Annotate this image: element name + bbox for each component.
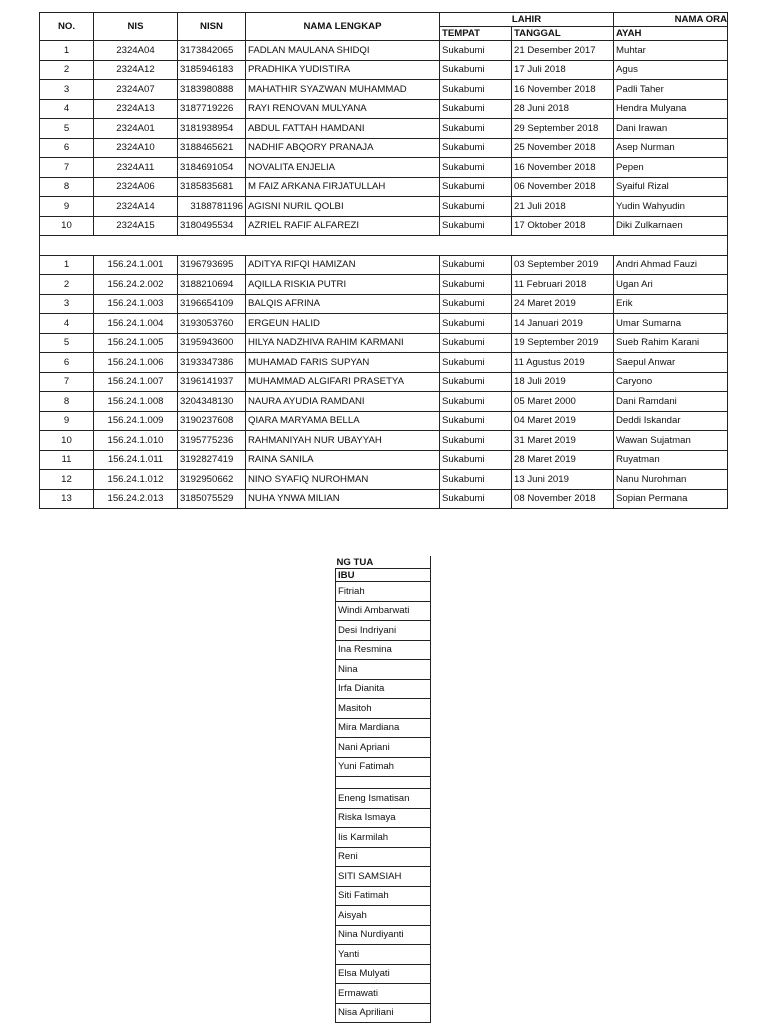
cell-nis: 2324A15: [94, 216, 178, 236]
cell-nama: M FAIZ ARKANA FIRJATULLAH: [246, 177, 440, 197]
cell-ibu: Desi Indriyani: [336, 621, 431, 641]
table-row: [40, 216, 728, 236]
cell-ayah: Sueb Rahim Karani: [614, 333, 728, 353]
table-row: [40, 314, 728, 334]
cell-nisn: 3185075529: [178, 489, 246, 509]
cell-tempat: Sukabumi: [440, 333, 512, 353]
cell-nis: 2324A06: [94, 177, 178, 197]
cell-nisn: 3192950662: [178, 470, 246, 490]
table-row: [336, 945, 431, 965]
cell-ayah: Umar Sumarna: [614, 314, 728, 334]
cell-ibu: Ermawati: [336, 984, 431, 1004]
cell-tempat: Sukabumi: [440, 99, 512, 119]
cell-nis: 156.24.1.009: [94, 411, 178, 431]
table-row: [40, 333, 728, 353]
header-nama-orang-tua-left: NAMA ORA: [614, 13, 728, 27]
cell-no: 10: [40, 431, 94, 451]
cell-no: 1: [40, 41, 94, 61]
cell-nama: HILYA NADZHIVA RAHIM KARMANI: [246, 333, 440, 353]
cell-ayah: Dani Irawan: [614, 119, 728, 139]
cell-nis: 2324A13: [94, 99, 178, 119]
header-nama-orang-tua-right: NG TUA: [336, 556, 431, 569]
table-row: [336, 847, 431, 867]
table-row: [336, 964, 431, 984]
cell-nisn: 3190237608: [178, 411, 246, 431]
cell-nisn: 3188210694: [178, 275, 246, 295]
cell-ibu: Nina: [336, 660, 431, 680]
cell-nis: 156.24.1.005: [94, 333, 178, 353]
cell-nisn: 3195943600: [178, 333, 246, 353]
header-ibu: IBU: [336, 569, 431, 582]
cell-ayah: Saepul Anwar: [614, 353, 728, 373]
table-row: [336, 906, 431, 926]
table-row: [336, 757, 431, 777]
table-row: [40, 158, 728, 178]
cell-tanggal: 18 Juli 2019: [512, 372, 614, 392]
cell-tanggal: 14 Januari 2019: [512, 314, 614, 334]
cell-no: 11: [40, 450, 94, 470]
cell-no: 1: [40, 255, 94, 275]
cell-tanggal: 24 Maret 2019: [512, 294, 614, 314]
cell-nisn: 3185946183: [178, 60, 246, 80]
table-row: [40, 255, 728, 275]
cell-no: 2: [40, 275, 94, 295]
cell-ayah: Dani Ramdani: [614, 392, 728, 412]
student-table: [39, 12, 728, 509]
cell-tempat: Sukabumi: [440, 158, 512, 178]
cell-no: 8: [40, 392, 94, 412]
cell-no: 7: [40, 372, 94, 392]
cell-ayah: Andri Ahmad Fauzi: [614, 255, 728, 275]
cell-nisn: 3193053760: [178, 314, 246, 334]
cell-ibu: Iis Karmilah: [336, 828, 431, 848]
cell-ayah: Yudin Wahyudin: [614, 197, 728, 217]
cell-ayah: Caryono: [614, 372, 728, 392]
cell-ayah: Pepen: [614, 158, 728, 178]
cell-tanggal: 25 November 2018: [512, 138, 614, 158]
cell-nis: 156.24.2.002: [94, 275, 178, 295]
cell-tanggal: 05 Maret 2000: [512, 392, 614, 412]
table-row: [40, 411, 728, 431]
cell-no: 4: [40, 99, 94, 119]
cell-nama: BALQIS AFRINA: [246, 294, 440, 314]
cell-nisn: 3204348130: [178, 392, 246, 412]
cell-nis: 156.24.1.007: [94, 372, 178, 392]
cell-nama: QIARA MARYAMA BELLA: [246, 411, 440, 431]
cell-no: 9: [40, 197, 94, 217]
cell-nis: 156.24.1.006: [94, 353, 178, 373]
cell-nisn: 3181938954: [178, 119, 246, 139]
cell-ayah: Ugan Ari: [614, 275, 728, 295]
group-separator: [336, 777, 431, 789]
cell-ayah: Padli Taher: [614, 80, 728, 100]
cell-no: 13: [40, 489, 94, 509]
cell-nisn: 3188781196: [178, 197, 246, 217]
cell-tempat: Sukabumi: [440, 314, 512, 334]
cell-ibu: Eneng Ismatisan: [336, 789, 431, 809]
cell-ibu: Nina Nurdiyanti: [336, 925, 431, 945]
cell-ibu: Masitoh: [336, 699, 431, 719]
table-row: [40, 177, 728, 197]
cell-nisn: 3183980888: [178, 80, 246, 100]
cell-nis: 2324A10: [94, 138, 178, 158]
cell-ibu: Riska Ismaya: [336, 808, 431, 828]
table-row: [336, 601, 431, 621]
cell-tanggal: 29 September 2018: [512, 119, 614, 139]
cell-ibu: Nani Apriani: [336, 738, 431, 758]
header-tempat: TEMPAT: [440, 27, 512, 41]
cell-nis: 156.24.2.013: [94, 489, 178, 509]
cell-ayah: Deddi Iskandar: [614, 411, 728, 431]
cell-ibu: Siti Fatimah: [336, 886, 431, 906]
cell-tempat: Sukabumi: [440, 411, 512, 431]
cell-ibu: SITI SAMSIAH: [336, 867, 431, 887]
cell-ibu: Irfa Dianita: [336, 679, 431, 699]
cell-nis: 156.24.1.004: [94, 314, 178, 334]
table-row: [336, 789, 431, 809]
cell-nama: RAINA SANILA: [246, 450, 440, 470]
cell-no: 5: [40, 119, 94, 139]
cell-tanggal: 31 Maret 2019: [512, 431, 614, 451]
cell-no: 10: [40, 216, 94, 236]
table-row: [40, 470, 728, 490]
cell-nama: FADLAN MAULANA SHIDQI: [246, 41, 440, 61]
cell-ayah: Syaiful Rizal: [614, 177, 728, 197]
cell-ibu: Ina Resmina: [336, 640, 431, 660]
cell-nama: AZRIEL RAFIF ALFAREZI: [246, 216, 440, 236]
cell-tanggal: 13 Juni 2019: [512, 470, 614, 490]
cell-tempat: Sukabumi: [440, 353, 512, 373]
cell-tempat: Sukabumi: [440, 216, 512, 236]
cell-tempat: Sukabumi: [440, 372, 512, 392]
cell-ayah: Diki Zulkarnaen: [614, 216, 728, 236]
table-row: [336, 828, 431, 848]
cell-nis: 156.24.1.012: [94, 470, 178, 490]
cell-nisn: 3192827419: [178, 450, 246, 470]
cell-tanggal: 17 Juli 2018: [512, 60, 614, 80]
cell-ibu: Yanti: [336, 945, 431, 965]
cell-ibu: Windi Ambarwati: [336, 601, 431, 621]
mother-table: [335, 556, 431, 1023]
cell-ibu: Nisa Apriliani: [336, 1003, 431, 1023]
cell-tempat: Sukabumi: [440, 119, 512, 139]
cell-ayah: Agus: [614, 60, 728, 80]
student-table-body: [40, 41, 728, 509]
cell-nis: 156.24.1.008: [94, 392, 178, 412]
cell-ayah: Erik: [614, 294, 728, 314]
table-row: [336, 867, 431, 887]
table-row: [40, 80, 728, 100]
cell-nisn: 3196793695: [178, 255, 246, 275]
table-row: [336, 699, 431, 719]
separator-cell: [336, 777, 431, 789]
table-row: [40, 372, 728, 392]
header-nis: NIS: [94, 13, 178, 41]
cell-tanggal: 08 November 2018: [512, 489, 614, 509]
cell-ayah: Sopian Permana: [614, 489, 728, 509]
table-row: [336, 738, 431, 758]
mother-table-body: [336, 582, 431, 1023]
cell-nis: 156.24.1.010: [94, 431, 178, 451]
table-row: [40, 294, 728, 314]
cell-tempat: Sukabumi: [440, 197, 512, 217]
cell-no: 9: [40, 411, 94, 431]
table-row: [40, 489, 728, 509]
separator-cell: [40, 236, 728, 256]
cell-tanggal: 04 Maret 2019: [512, 411, 614, 431]
cell-nisn: 3195775236: [178, 431, 246, 451]
table-row: [336, 1003, 431, 1023]
table-row: [336, 660, 431, 680]
cell-ayah: Nanu Nurohman: [614, 470, 728, 490]
cell-ayah: Asep Nurman: [614, 138, 728, 158]
cell-ibu: Elsa Mulyati: [336, 964, 431, 984]
cell-ibu: Fitriah: [336, 582, 431, 602]
cell-nisn: 3180495534: [178, 216, 246, 236]
cell-ibu: Yuni Fatimah: [336, 757, 431, 777]
cell-ayah: Muhtar: [614, 41, 728, 61]
table-row: [336, 718, 431, 738]
cell-nama: MUHAMMAD ALGIFARI PRASETYA: [246, 372, 440, 392]
cell-nis: 2324A14: [94, 197, 178, 217]
cell-ibu: Reni: [336, 847, 431, 867]
table-row: [336, 808, 431, 828]
header-ayah: AYAH: [614, 27, 728, 41]
cell-nisn: 3188465621: [178, 138, 246, 158]
cell-nama: NOVALITA ENJELIA: [246, 158, 440, 178]
header-no: NO.: [40, 13, 94, 41]
cell-no: 12: [40, 470, 94, 490]
header-nisn: NISN: [178, 13, 246, 41]
cell-ibu: Aisyah: [336, 906, 431, 926]
cell-nama: NAURA AYUDIA RAMDANI: [246, 392, 440, 412]
cell-nama: ABDUL FATTAH HAMDANI: [246, 119, 440, 139]
cell-tempat: Sukabumi: [440, 489, 512, 509]
header-nama-lengkap: NAMA LENGKAP: [246, 13, 440, 41]
cell-nisn: 3196654109: [178, 294, 246, 314]
cell-ayah: Wawan Sujatman: [614, 431, 728, 451]
cell-nama: RAHMANIYAH NUR UBAYYAH: [246, 431, 440, 451]
cell-nama: NINO SYAFIQ NUROHMAN: [246, 470, 440, 490]
cell-nis: 2324A11: [94, 158, 178, 178]
cell-tanggal: 06 November 2018: [512, 177, 614, 197]
cell-nis: 2324A12: [94, 60, 178, 80]
group-separator: [40, 236, 728, 256]
cell-no: 6: [40, 138, 94, 158]
cell-nama: NUHA YNWA MILIAN: [246, 489, 440, 509]
cell-tempat: Sukabumi: [440, 450, 512, 470]
cell-tempat: Sukabumi: [440, 275, 512, 295]
cell-nisn: 3173842065: [178, 41, 246, 61]
cell-nis: 156.24.1.003: [94, 294, 178, 314]
table-row: [40, 353, 728, 373]
cell-tempat: Sukabumi: [440, 255, 512, 275]
cell-no: 4: [40, 314, 94, 334]
cell-tanggal: 21 Juli 2018: [512, 197, 614, 217]
cell-no: 3: [40, 80, 94, 100]
cell-nisn: 3184691054: [178, 158, 246, 178]
cell-tanggal: 11 Februari 2018: [512, 275, 614, 295]
cell-nis: 2324A07: [94, 80, 178, 100]
table-row: [336, 679, 431, 699]
cell-tanggal: 28 Maret 2019: [512, 450, 614, 470]
cell-no: 7: [40, 158, 94, 178]
cell-tempat: Sukabumi: [440, 392, 512, 412]
cell-tempat: Sukabumi: [440, 470, 512, 490]
cell-nisn: 3196141937: [178, 372, 246, 392]
cell-ayah: Ruyatman: [614, 450, 728, 470]
cell-tempat: Sukabumi: [440, 80, 512, 100]
cell-tempat: Sukabumi: [440, 138, 512, 158]
cell-tanggal: 16 November 2018: [512, 158, 614, 178]
table-row: [40, 197, 728, 217]
cell-tempat: Sukabumi: [440, 431, 512, 451]
cell-nama: ERGEUN HALID: [246, 314, 440, 334]
cell-ibu: Mira Mardiana: [336, 718, 431, 738]
cell-ayah: Hendra Mulyana: [614, 99, 728, 119]
cell-tanggal: 21 Desember 2017: [512, 41, 614, 61]
header-tanggal: TANGGAL: [512, 27, 614, 41]
cell-tanggal: 16 November 2018: [512, 80, 614, 100]
cell-tanggal: 03 September 2019: [512, 255, 614, 275]
cell-no: 2: [40, 60, 94, 80]
table-row: [336, 621, 431, 641]
cell-nama: MAHATHIR SYAZWAN MUHAMMAD: [246, 80, 440, 100]
cell-nis: 156.24.1.001: [94, 255, 178, 275]
table-row: [40, 41, 728, 61]
cell-tanggal: 19 September 2019: [512, 333, 614, 353]
cell-tempat: Sukabumi: [440, 177, 512, 197]
cell-nis: 156.24.1.011: [94, 450, 178, 470]
cell-nis: 2324A04: [94, 41, 178, 61]
cell-nama: ADITYA RIFQI HAMIZAN: [246, 255, 440, 275]
table-row: [40, 275, 728, 295]
cell-no: 6: [40, 353, 94, 373]
table-row: [336, 925, 431, 945]
table-row: [336, 886, 431, 906]
table-row: [336, 582, 431, 602]
cell-nama: AGISNI NURIL QOLBI: [246, 197, 440, 217]
cell-nama: AQILLA RISKIA PUTRI: [246, 275, 440, 295]
cell-tempat: Sukabumi: [440, 294, 512, 314]
table-row: [40, 99, 728, 119]
cell-nisn: 3187719226: [178, 99, 246, 119]
cell-nisn: 3193347386: [178, 353, 246, 373]
cell-nama: PRADHIKA YUDISTIRA: [246, 60, 440, 80]
cell-nisn: 3185835681: [178, 177, 246, 197]
cell-tempat: Sukabumi: [440, 41, 512, 61]
cell-nama: MUHAMAD FARIS SUPYAN: [246, 353, 440, 373]
cell-no: 3: [40, 294, 94, 314]
table-row: [336, 984, 431, 1004]
cell-no: 8: [40, 177, 94, 197]
cell-tanggal: 28 Juni 2018: [512, 99, 614, 119]
cell-tanggal: 11 Agustus 2019: [512, 353, 614, 373]
table-row: [40, 138, 728, 158]
cell-no: 5: [40, 333, 94, 353]
table-row: [40, 392, 728, 412]
table-row: [40, 431, 728, 451]
table-row: [40, 119, 728, 139]
table-row: [40, 450, 728, 470]
cell-nama: NADHIF ABQORY PRANAJA: [246, 138, 440, 158]
cell-nama: RAYI RENOVAN MULYANA: [246, 99, 440, 119]
table-row: [40, 60, 728, 80]
cell-tempat: Sukabumi: [440, 60, 512, 80]
cell-nis: 2324A01: [94, 119, 178, 139]
cell-tanggal: 17 Oktober 2018: [512, 216, 614, 236]
header-lahir: LAHIR: [440, 13, 614, 27]
table-row: [336, 640, 431, 660]
